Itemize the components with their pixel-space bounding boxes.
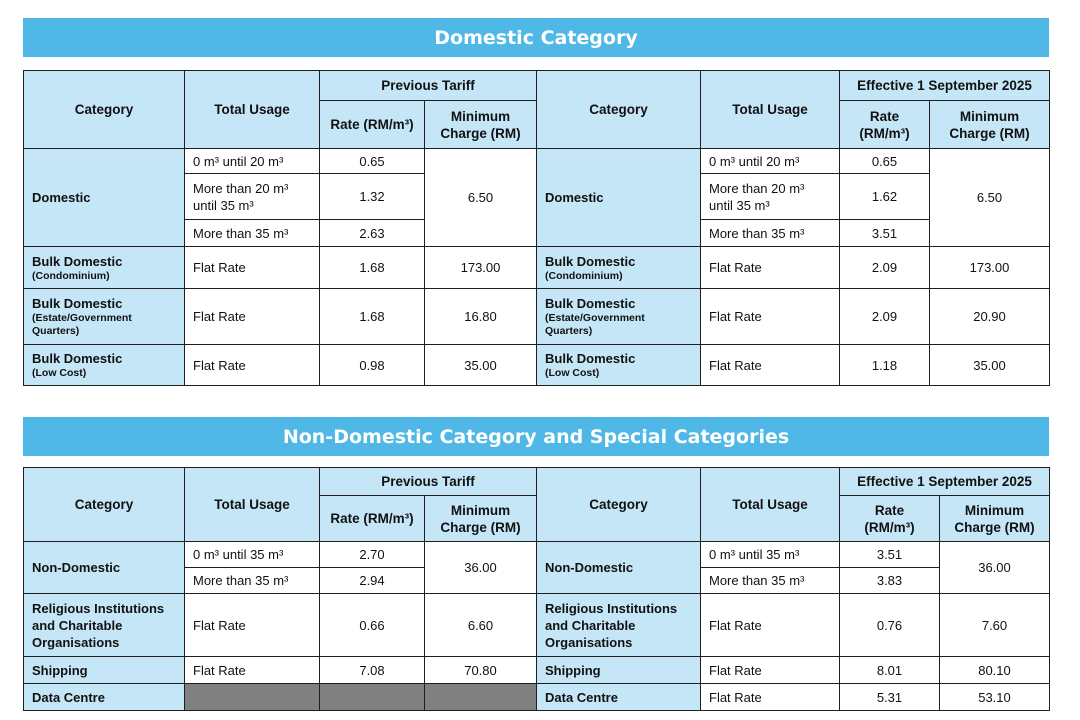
- rate-header: Rate (RM/m³): [840, 101, 930, 149]
- previous-tariff-header: Previous Tariff: [320, 468, 537, 496]
- category-header: Category: [24, 468, 185, 542]
- previous-tariff-header: Previous Tariff: [320, 71, 537, 101]
- table-row: [24, 345, 1050, 386]
- table-row: [24, 542, 1050, 568]
- rate-cell: 3.83: [840, 568, 940, 594]
- usage-cell: 0 m³ until 35 m³: [185, 542, 320, 568]
- category-name: Bulk Domestic: [545, 253, 636, 269]
- table-row: [24, 684, 1050, 711]
- religious-category-cell: Religious Institutions and Charitable Organisations: [537, 594, 701, 657]
- usage-cell: More than 35 m³: [701, 568, 840, 594]
- table-row: [24, 657, 1050, 684]
- not-applicable-cell: [425, 684, 537, 711]
- category-subtitle: (Condominium): [32, 269, 110, 282]
- usage-cell: Flat Rate: [185, 247, 320, 289]
- effective-tariff-header: Effective 1 September 2025: [840, 468, 1050, 496]
- non-domestic-section-title: Non-Domestic Category and Special Categories: [23, 417, 1049, 456]
- rate-cell: 5.31: [840, 684, 940, 711]
- rate-cell: 7.08: [320, 657, 425, 684]
- table-row: [24, 149, 1050, 174]
- category-name: Bulk Domestic: [32, 351, 123, 366]
- minimum-charge-header: Minimum Charge (RM): [425, 496, 537, 542]
- usage-cell: More than 35 m³: [185, 568, 320, 594]
- usage-cell: Flat Rate: [701, 289, 840, 345]
- rate-header: Rate (RM/m³): [840, 496, 940, 542]
- minimum-charge-cell: 36.00: [940, 542, 1050, 594]
- category-subtitle: (Condominium): [545, 269, 623, 282]
- usage-cell: More than 20 m³ until 35 m³: [701, 174, 840, 220]
- bulk-low-cost-category-cell: [24, 345, 185, 386]
- rate-cell: 0.98: [320, 345, 425, 386]
- domestic-tariff-table: [23, 70, 1050, 386]
- rate-cell: 0.65: [320, 149, 425, 174]
- rate-cell: 2.63: [320, 220, 425, 247]
- bulk-condominium-category-cell: [537, 247, 701, 289]
- minimum-charge-cell: 36.00: [425, 542, 537, 594]
- minimum-charge-header: Minimum Charge (RM): [930, 101, 1050, 149]
- effective-tariff-header: Effective 1 September 2025: [840, 71, 1050, 101]
- bulk-estate-category-cell: [537, 289, 701, 345]
- data-centre-category-cell: Data Centre: [537, 684, 701, 711]
- usage-cell: Flat Rate: [185, 594, 320, 657]
- total-usage-header: Total Usage: [701, 71, 840, 149]
- usage-cell: More than 20 m³ until 35 m³: [185, 174, 320, 220]
- rate-cell: 2.09: [840, 247, 930, 289]
- religious-category-cell: Religious Institutions and Charitable Organisations: [24, 594, 185, 657]
- shipping-category-cell: Shipping: [24, 657, 185, 684]
- minimum-charge-cell: 6.60: [425, 594, 537, 657]
- rate-cell: 2.09: [840, 289, 930, 345]
- usage-cell: More than 35 m³: [701, 220, 840, 247]
- minimum-charge-header: Minimum Charge (RM): [940, 496, 1050, 542]
- usage-cell: Flat Rate: [185, 657, 320, 684]
- table-row: [24, 289, 1050, 345]
- category-header: Category: [537, 468, 701, 542]
- usage-cell: Flat Rate: [701, 345, 840, 386]
- non-domestic-category-cell: Non-Domestic: [24, 542, 185, 594]
- minimum-charge-cell: 173.00: [425, 247, 537, 289]
- minimum-charge-header: Minimum Charge (RM): [425, 101, 537, 149]
- rate-cell: 0.76: [840, 594, 940, 657]
- rate-cell: 0.65: [840, 149, 930, 174]
- rate-cell: 1.68: [320, 289, 425, 345]
- usage-cell: 0 m³ until 20 m³: [185, 149, 320, 174]
- category-name: Bulk Domestic: [32, 253, 123, 269]
- minimum-charge-cell: 35.00: [425, 345, 537, 386]
- bulk-low-cost-category-cell: [537, 345, 701, 386]
- total-usage-header: Total Usage: [185, 71, 320, 149]
- domestic-category-cell: Domestic: [537, 149, 701, 247]
- bulk-estate-category-cell: [24, 289, 185, 345]
- category-subtitle: (Low Cost): [32, 367, 87, 379]
- usage-cell: Flat Rate: [185, 345, 320, 386]
- bulk-condominium-category-cell: [24, 247, 185, 289]
- shipping-category-cell: Shipping: [537, 657, 701, 684]
- minimum-charge-cell: 80.10: [940, 657, 1050, 684]
- non-domestic-category-cell: Non-Domestic: [537, 542, 701, 594]
- not-applicable-cell: [320, 684, 425, 711]
- data-centre-category-cell: Data Centre: [24, 684, 185, 711]
- rate-header: Rate (RM/m³): [320, 101, 425, 149]
- category-header: Category: [537, 71, 701, 149]
- table-row: [24, 247, 1050, 289]
- domestic-category-cell: Domestic: [24, 149, 185, 247]
- minimum-charge-cell: 16.80: [425, 289, 537, 345]
- category-name: Bulk Domestic: [545, 296, 636, 311]
- usage-cell: Flat Rate: [701, 657, 840, 684]
- usage-cell: Flat Rate: [185, 289, 320, 345]
- not-applicable-cell: [185, 684, 320, 711]
- minimum-charge-cell: 53.10: [940, 684, 1050, 711]
- usage-cell: Flat Rate: [701, 594, 840, 657]
- rate-cell: 2.70: [320, 542, 425, 568]
- usage-cell: More than 35 m³: [185, 220, 320, 247]
- rate-cell: 8.01: [840, 657, 940, 684]
- usage-cell: Flat Rate: [701, 247, 840, 289]
- domestic-section-title: Domestic Category: [23, 18, 1049, 57]
- rate-cell: 1.32: [320, 174, 425, 220]
- usage-cell: 0 m³ until 20 m³: [701, 149, 840, 174]
- category-name: Bulk Domestic: [545, 351, 636, 366]
- minimum-charge-cell: 7.60: [940, 594, 1050, 657]
- minimum-charge-cell: 173.00: [930, 247, 1050, 289]
- rate-cell: 1.62: [840, 174, 930, 220]
- minimum-charge-cell: 6.50: [930, 149, 1050, 247]
- rate-cell: 3.51: [840, 542, 940, 568]
- rate-cell: 2.94: [320, 568, 425, 594]
- minimum-charge-cell: 6.50: [425, 149, 537, 247]
- rate-cell: 1.68: [320, 247, 425, 289]
- minimum-charge-cell: 35.00: [930, 345, 1050, 386]
- total-usage-header: Total Usage: [185, 468, 320, 542]
- rate-cell: 1.18: [840, 345, 930, 386]
- header-row: [24, 468, 1050, 496]
- category-subtitle: (Low Cost): [545, 367, 600, 379]
- usage-cell: Flat Rate: [701, 684, 840, 711]
- usage-cell: 0 m³ until 35 m³: [701, 542, 840, 568]
- category-header: Category: [24, 71, 185, 149]
- rate-header: Rate (RM/m³): [320, 496, 425, 542]
- header-row: [24, 71, 1050, 101]
- non-domestic-tariff-table: [23, 467, 1050, 711]
- minimum-charge-cell: 70.80: [425, 657, 537, 684]
- minimum-charge-cell: 20.90: [930, 289, 1050, 345]
- category-name: Bulk Domestic: [32, 296, 123, 311]
- rate-cell: 0.66: [320, 594, 425, 657]
- table-row: [24, 594, 1050, 657]
- rate-cell: 3.51: [840, 220, 930, 247]
- total-usage-header: Total Usage: [701, 468, 840, 542]
- category-subtitle: (Estate/Government Quarters): [545, 312, 645, 337]
- category-subtitle: (Estate/Government Quarters): [32, 312, 132, 337]
